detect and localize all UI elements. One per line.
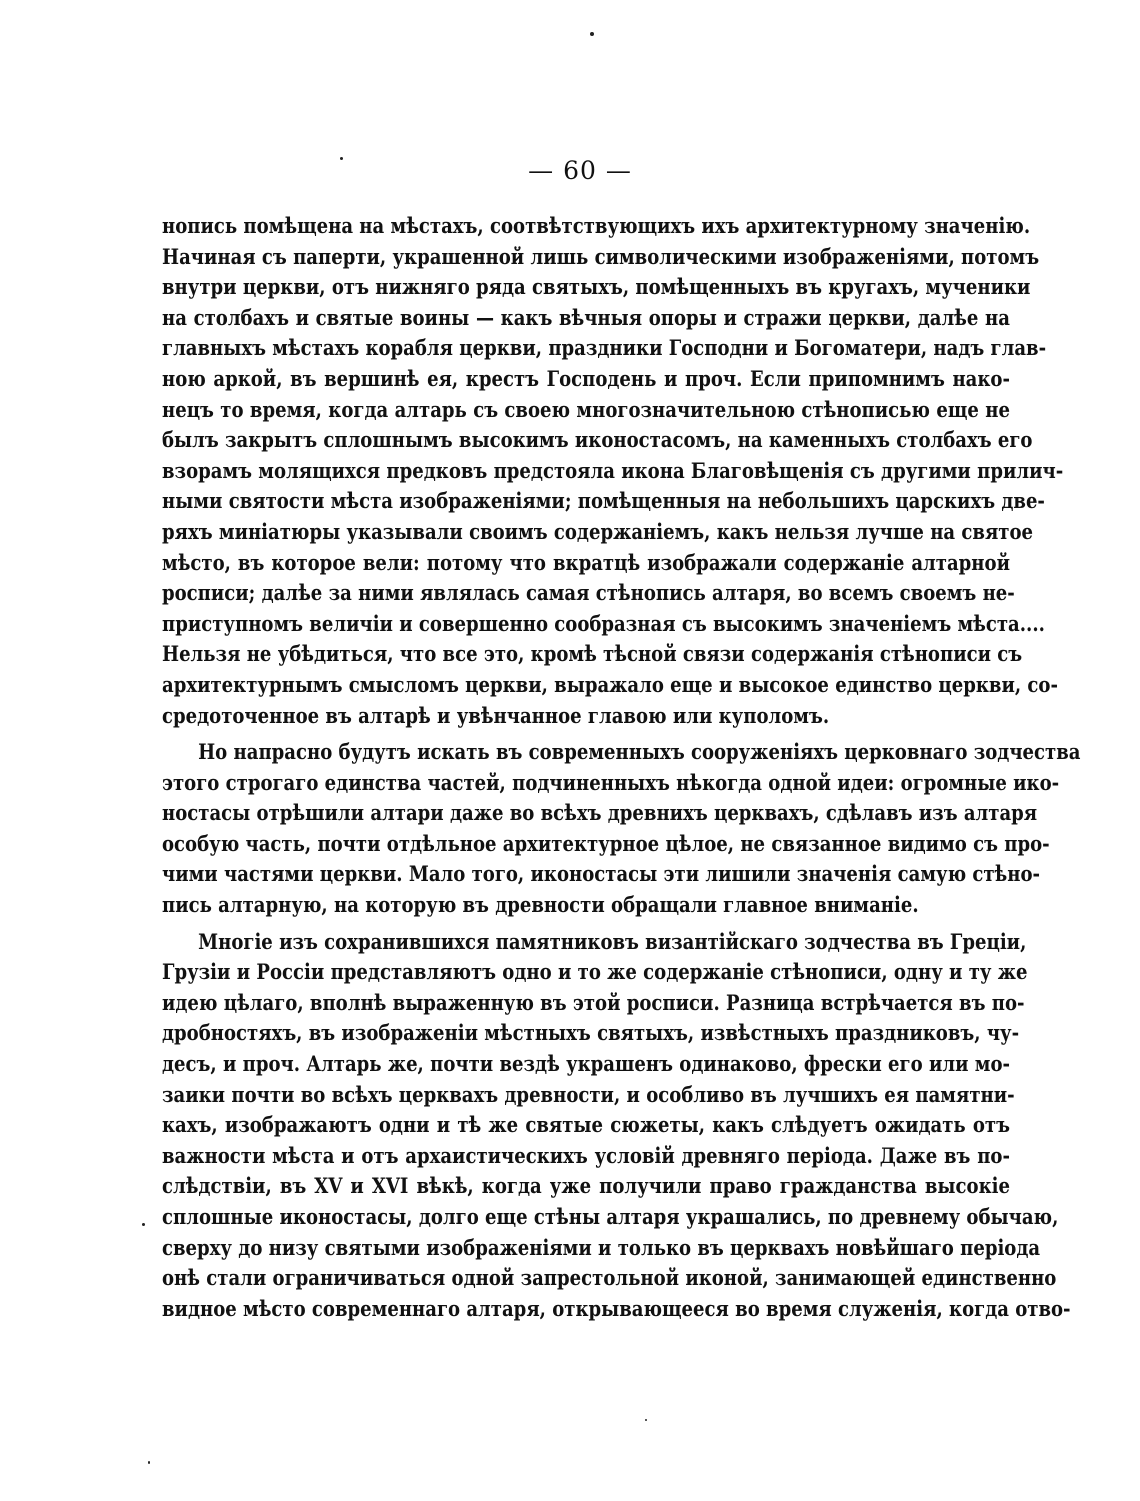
- text-line: сверху до низу святыми изображеніями и только въ церквахъ новѣйшаго періода: [162, 1234, 1041, 1260]
- print-speck: [142, 1223, 145, 1226]
- text-line: видное мѣсто современнаго алтаря, открывающееся во время служенія, когда отво-: [162, 1295, 1071, 1321]
- print-speck: [148, 1461, 150, 1464]
- text-line: Нельзя не убѣдиться, что все это, кромѣ тѣсной связи содержанія стѣнописи съ: [162, 641, 1023, 667]
- paragraph-3: [162, 927, 1071, 1325]
- text-line: этого строгаго единства частей, подчиненныхъ нѣкогда одной идеи: огромные ико-: [162, 769, 1060, 795]
- text-line: средоточенное въ алтарѣ и увѣнчанное главою или куполомъ.: [162, 702, 830, 728]
- text-line: архитектурнымъ смысломъ церкви, выражало еще и высокое единство церкви, со-: [162, 671, 1058, 697]
- print-speck: [590, 32, 594, 36]
- text-line: онѣ стали ограничиваться одной запрестольной иконой, занимающей единственно: [162, 1265, 1057, 1291]
- text-line: главныхъ мѣстахъ корабля церкви, праздники Господни и Богоматери, надъ глав-: [162, 335, 1047, 361]
- text-line: приступномъ величіи и совершенно сообразная съ высокимъ значеніемъ мѣста....: [162, 610, 1045, 636]
- text-line: ною аркой, въ вершинѣ ея, крестъ Господень и проч. Если припомнимъ нако-: [162, 365, 1010, 391]
- paragraph-2: [162, 737, 1081, 921]
- text-line: внутри церкви, отъ нижняго ряда святыхъ, помѣщенныхъ въ кругахъ, мученики: [162, 274, 1031, 300]
- text-line: нецъ то время, когда алтарь съ своею многозначительною стѣнописью еще не: [162, 396, 1010, 422]
- text-line: чими частями церкви. Мало того, иконостасы эти лишили значенія самую стѣно-: [162, 861, 1041, 887]
- print-speck: [645, 1419, 647, 1421]
- text-line: пись алтарную, на которую въ древности обращали главное вниманіе.: [162, 892, 919, 918]
- text-line: кахъ, изображаютъ одни и тѣ же святые сюжеты, какъ слѣдуетъ ожидать отъ: [162, 1112, 1010, 1138]
- text-line: Начиная съ паперти, украшенной лишь символическими изображеніями, потомъ: [162, 243, 1040, 269]
- page-number: — 60 —: [528, 156, 632, 185]
- text-line: на столбахъ и святые воины — какъ вѣчныя опоры и стражи церкви, далѣе на: [162, 304, 1010, 330]
- text-line: заики почти во всѣхъ церквахъ древности, и особливо въ лучшихъ ея памятни-: [162, 1081, 1015, 1107]
- body-text: [162, 211, 1081, 1324]
- text-line: Но напрасно будутъ искать въ современныхъ сооруженіяхъ церковнаго зодчества: [198, 739, 1081, 765]
- text-line: десъ, и проч. Алтарь же, почти вездѣ украшенъ одинаково, фрески его или мо-: [162, 1051, 1010, 1077]
- text-line: слѣдствіи, въ XV и XVI вѣкѣ, когда уже получили право гражданства высокіе: [162, 1173, 1010, 1199]
- text-line: особую часть, почти отдѣльное архитектурное цѣлое, не связанное видимо съ про-: [162, 830, 1050, 856]
- text-line: Многіе изъ сохранившихся памятниковъ византійскаго зодчества въ Греціи,: [198, 928, 1027, 954]
- text-line: былъ закрытъ сплошнымъ высокимъ иконостасомъ, на каменныхъ столбахъ его: [162, 427, 1033, 453]
- text-line: росписи; далѣе за ними являлась самая стѣнопись алтаря, во всемъ своемъ не-: [162, 580, 1015, 606]
- text-line: ными святости мѣста изображеніями; помѣщенныя на небольшихъ царскихъ две-: [162, 488, 1045, 514]
- text-line: дробностяхъ, въ изображеніи мѣстныхъ святыхъ, извѣстныхъ праздниковъ, чу-: [162, 1020, 1020, 1046]
- text-line: ностасы отрѣшили алтари даже во всѣхъ древнихъ церквахъ, сдѣлавъ изъ алтаря: [162, 800, 1038, 826]
- text-line: ряхъ миніатюры указывали своимъ содержаніемъ, какъ нельзя лучше на святое: [162, 518, 1034, 544]
- text-line: важности мѣста и отъ архаистическихъ условій древняго періода. Даже въ по-: [162, 1142, 1010, 1168]
- text-line: идею цѣлаго, вполнѣ выраженную въ этой росписи. Разница встрѣчается въ по-: [162, 989, 1025, 1015]
- text-line: мѣсто, въ которое вели: потому что вкратцѣ изображали содержаніе алтарной: [162, 549, 1010, 575]
- text-line: сплошные иконостасы, долго еще стѣны алтаря украшались, по древнему обычаю,: [162, 1204, 1059, 1229]
- text-line: Грузіи и Россіи представляютъ одно и то же содержаніе стѣнописи, одну и ту же: [162, 959, 1028, 985]
- text-line: нопись помѣщена на мѣстахъ, соотвѣтствующихъ ихъ архитектурному значенію.: [162, 213, 1031, 238]
- paragraph-1: [162, 211, 1064, 731]
- text-line: взорамъ молящихся предковъ предстояла икона Благовѣщенія съ другими прилич-: [162, 457, 1064, 483]
